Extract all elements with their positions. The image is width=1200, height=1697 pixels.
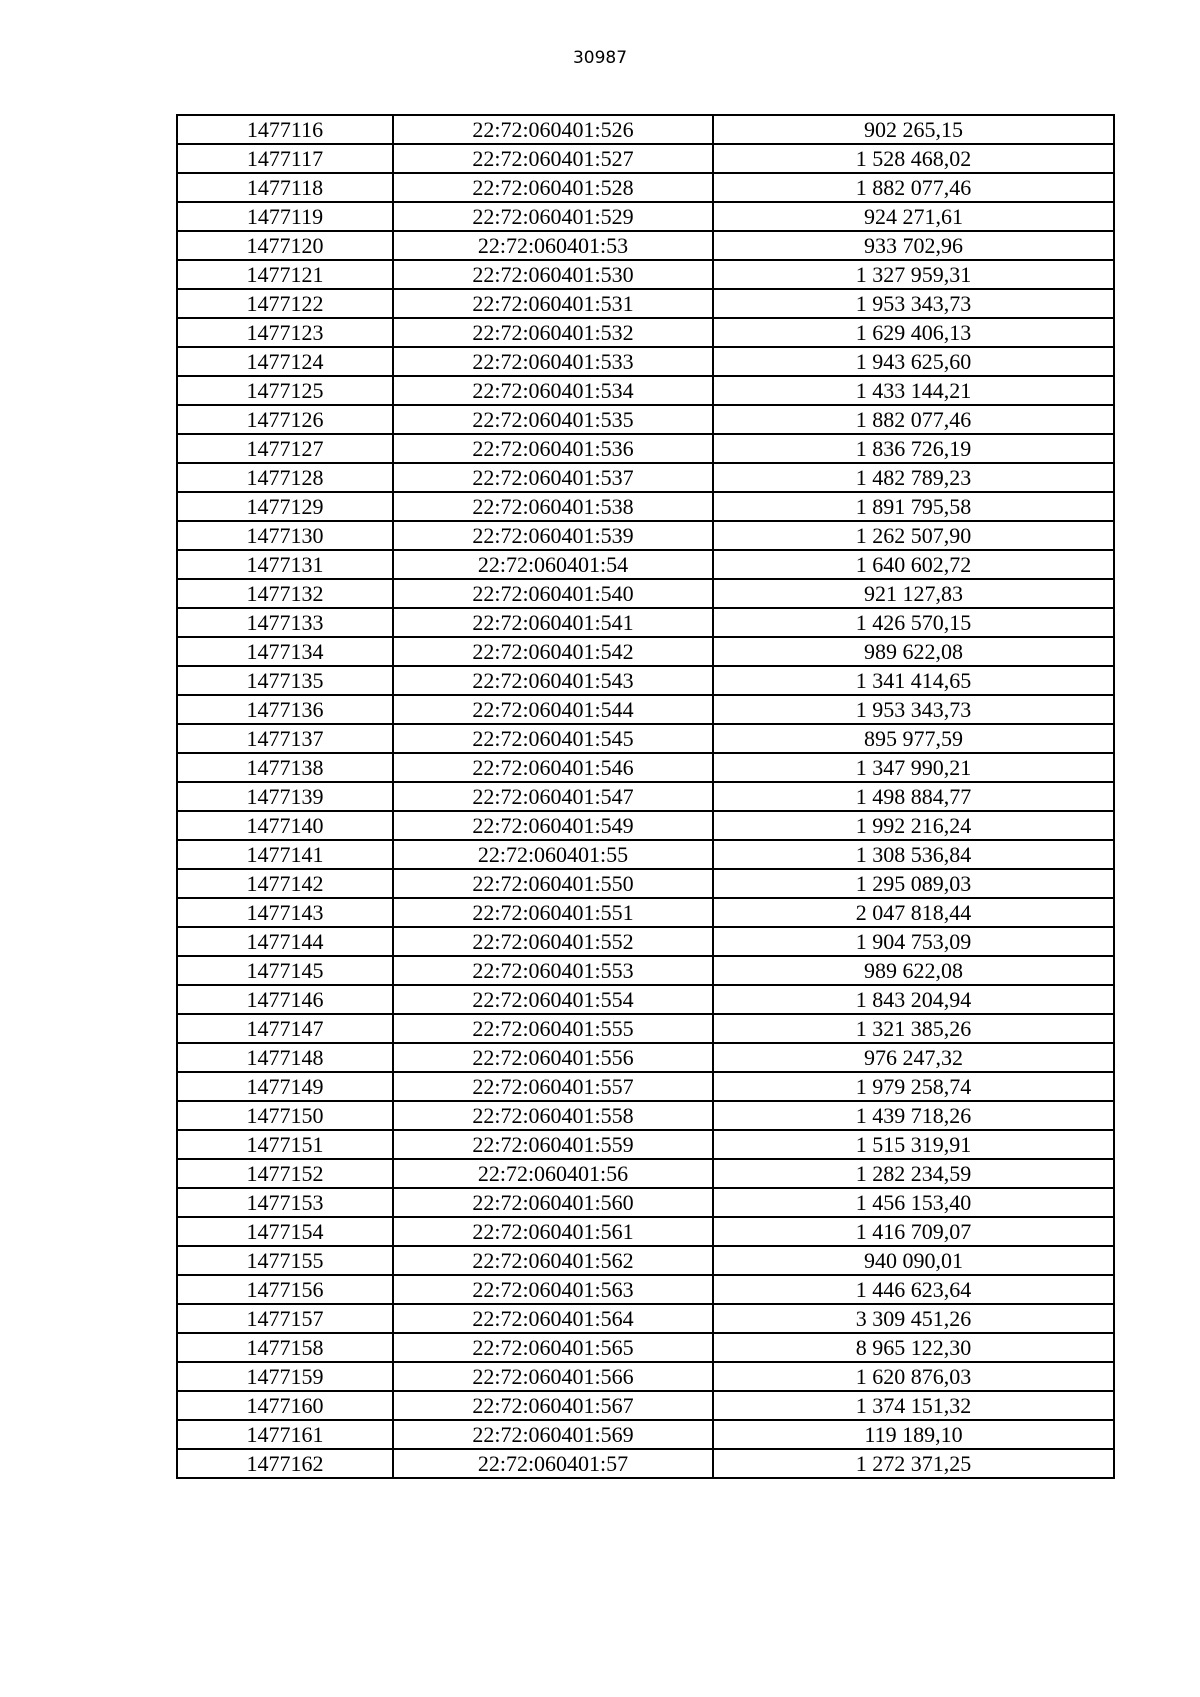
table-row (177, 289, 1114, 318)
row-number-cell: 1477157 (177, 1304, 393, 1333)
value-cell: 1 882 077,46 (713, 405, 1114, 434)
row-number-cell: 1477153 (177, 1188, 393, 1217)
value-cell: 1 640 602,72 (713, 550, 1114, 579)
table-row (177, 1449, 1114, 1478)
table-row (177, 1072, 1114, 1101)
row-number-cell: 1477148 (177, 1043, 393, 1072)
table-row (177, 1101, 1114, 1130)
table-row (177, 521, 1114, 550)
table-row (177, 115, 1114, 144)
cadastral-number-cell: 22:72:060401:540 (393, 579, 713, 608)
value-cell: 1 953 343,73 (713, 289, 1114, 318)
table-row (177, 347, 1114, 376)
table-row (177, 318, 1114, 347)
page-number: 30987 (572, 48, 628, 68)
value-cell: 1 426 570,15 (713, 608, 1114, 637)
cadastral-number-cell: 22:72:060401:553 (393, 956, 713, 985)
row-number-cell: 1477127 (177, 434, 393, 463)
row-number-cell: 1477122 (177, 289, 393, 318)
table-row (177, 202, 1114, 231)
row-number-cell: 1477161 (177, 1420, 393, 1449)
cadastral-number-cell: 22:72:060401:549 (393, 811, 713, 840)
table-row (177, 144, 1114, 173)
value-cell: 976 247,32 (713, 1043, 1114, 1072)
value-cell: 1 843 204,94 (713, 985, 1114, 1014)
value-cell: 1 456 153,40 (713, 1188, 1114, 1217)
table-row (177, 840, 1114, 869)
row-number-cell: 1477139 (177, 782, 393, 811)
cadastral-number-cell: 22:72:060401:544 (393, 695, 713, 724)
value-cell: 921 127,83 (713, 579, 1114, 608)
value-cell: 1 308 536,84 (713, 840, 1114, 869)
table-row (177, 1014, 1114, 1043)
value-cell: 895 977,59 (713, 724, 1114, 753)
table-row (177, 1391, 1114, 1420)
cadastral-number-cell: 22:72:060401:554 (393, 985, 713, 1014)
cadastral-number-cell: 22:72:060401:528 (393, 173, 713, 202)
row-number-cell: 1477119 (177, 202, 393, 231)
row-number-cell: 1477158 (177, 1333, 393, 1362)
value-cell: 933 702,96 (713, 231, 1114, 260)
value-cell: 1 374 151,32 (713, 1391, 1114, 1420)
table-row (177, 1043, 1114, 1072)
table-row (177, 231, 1114, 260)
table-row (177, 1420, 1114, 1449)
row-number-cell: 1477162 (177, 1449, 393, 1478)
cadastral-number-cell: 22:72:060401:541 (393, 608, 713, 637)
table-row (177, 608, 1114, 637)
table-row (177, 579, 1114, 608)
cadastral-number-cell: 22:72:060401:556 (393, 1043, 713, 1072)
cadastral-number-cell: 22:72:060401:551 (393, 898, 713, 927)
cadastral-number-cell: 22:72:060401:54 (393, 550, 713, 579)
value-cell: 940 090,01 (713, 1246, 1114, 1275)
value-cell: 1 341 414,65 (713, 666, 1114, 695)
value-cell: 1 282 234,59 (713, 1159, 1114, 1188)
row-number-cell: 1477137 (177, 724, 393, 753)
row-number-cell: 1477129 (177, 492, 393, 521)
cadastral-number-cell: 22:72:060401:543 (393, 666, 713, 695)
row-number-cell: 1477130 (177, 521, 393, 550)
cadastral-number-cell: 22:72:060401:562 (393, 1246, 713, 1275)
row-number-cell: 1477147 (177, 1014, 393, 1043)
value-cell: 1 439 718,26 (713, 1101, 1114, 1130)
value-cell: 989 622,08 (713, 637, 1114, 666)
table-row (177, 637, 1114, 666)
row-number-cell: 1477142 (177, 869, 393, 898)
table-row (177, 956, 1114, 985)
value-cell: 2 047 818,44 (713, 898, 1114, 927)
row-number-cell: 1477134 (177, 637, 393, 666)
row-number-cell: 1477118 (177, 173, 393, 202)
table-row (177, 173, 1114, 202)
cadastral-number-cell: 22:72:060401:530 (393, 260, 713, 289)
cadastral-number-cell: 22:72:060401:558 (393, 1101, 713, 1130)
cadastral-number-cell: 22:72:060401:564 (393, 1304, 713, 1333)
cadastral-number-cell: 22:72:060401:531 (393, 289, 713, 318)
row-number-cell: 1477132 (177, 579, 393, 608)
row-number-cell: 1477126 (177, 405, 393, 434)
row-number-cell: 1477143 (177, 898, 393, 927)
value-cell: 1 416 709,07 (713, 1217, 1114, 1246)
cadastral-number-cell: 22:72:060401:563 (393, 1275, 713, 1304)
value-cell: 1 272 371,25 (713, 1449, 1114, 1478)
row-number-cell: 1477128 (177, 463, 393, 492)
cadastral-number-cell: 22:72:060401:53 (393, 231, 713, 260)
value-cell: 1 433 144,21 (713, 376, 1114, 405)
value-cell: 1 498 884,77 (713, 782, 1114, 811)
row-number-cell: 1477120 (177, 231, 393, 260)
row-number-cell: 1477152 (177, 1159, 393, 1188)
cadastral-number-cell: 22:72:060401:538 (393, 492, 713, 521)
row-number-cell: 1477117 (177, 144, 393, 173)
cadastral-number-cell: 22:72:060401:542 (393, 637, 713, 666)
row-number-cell: 1477133 (177, 608, 393, 637)
table-row (177, 550, 1114, 579)
cadastral-number-cell: 22:72:060401:546 (393, 753, 713, 782)
value-cell: 1 528 468,02 (713, 144, 1114, 173)
table-row (177, 1362, 1114, 1391)
row-number-cell: 1477146 (177, 985, 393, 1014)
row-number-cell: 1477131 (177, 550, 393, 579)
table-row (177, 260, 1114, 289)
value-cell: 1 347 990,21 (713, 753, 1114, 782)
table-row (177, 1304, 1114, 1333)
row-number-cell: 1477121 (177, 260, 393, 289)
table-row (177, 1159, 1114, 1188)
row-number-cell: 1477125 (177, 376, 393, 405)
table-row (177, 376, 1114, 405)
value-cell: 989 622,08 (713, 956, 1114, 985)
value-cell: 1 620 876,03 (713, 1362, 1114, 1391)
row-number-cell: 1477145 (177, 956, 393, 985)
table-row (177, 869, 1114, 898)
cadastral-number-cell: 22:72:060401:537 (393, 463, 713, 492)
cadastral-number-cell: 22:72:060401:529 (393, 202, 713, 231)
cadastral-number-cell: 22:72:060401:527 (393, 144, 713, 173)
cadastral-number-cell: 22:72:060401:557 (393, 1072, 713, 1101)
table-row (177, 898, 1114, 927)
cadastral-number-cell: 22:72:060401:526 (393, 115, 713, 144)
row-number-cell: 1477160 (177, 1391, 393, 1420)
row-number-cell: 1477135 (177, 666, 393, 695)
cadastral-number-cell: 22:72:060401:565 (393, 1333, 713, 1362)
row-number-cell: 1477141 (177, 840, 393, 869)
row-number-cell: 1477154 (177, 1217, 393, 1246)
row-number-cell: 1477136 (177, 695, 393, 724)
table-row (177, 1188, 1114, 1217)
value-cell: 3 309 451,26 (713, 1304, 1114, 1333)
cadastral-number-cell: 22:72:060401:535 (393, 405, 713, 434)
cadastral-number-cell: 22:72:060401:547 (393, 782, 713, 811)
cadastral-number-cell: 22:72:060401:552 (393, 927, 713, 956)
value-cell: 1 515 319,91 (713, 1130, 1114, 1159)
row-number-cell: 1477124 (177, 347, 393, 376)
table-row (177, 463, 1114, 492)
cadastral-number-cell: 22:72:060401:569 (393, 1420, 713, 1449)
value-cell: 119 189,10 (713, 1420, 1114, 1449)
cadastral-number-cell: 22:72:060401:550 (393, 869, 713, 898)
row-number-cell: 1477144 (177, 927, 393, 956)
row-number-cell: 1477155 (177, 1246, 393, 1275)
row-number-cell: 1477151 (177, 1130, 393, 1159)
value-cell: 1 992 216,24 (713, 811, 1114, 840)
value-cell: 1 482 789,23 (713, 463, 1114, 492)
cadastral-number-cell: 22:72:060401:56 (393, 1159, 713, 1188)
row-number-cell: 1477138 (177, 753, 393, 782)
cadastral-number-cell: 22:72:060401:545 (393, 724, 713, 753)
cadastral-number-cell: 22:72:060401:559 (393, 1130, 713, 1159)
table-row (177, 405, 1114, 434)
value-cell: 1 629 406,13 (713, 318, 1114, 347)
table-row (177, 1217, 1114, 1246)
value-cell: 1 953 343,73 (713, 695, 1114, 724)
cadastral-number-cell: 22:72:060401:539 (393, 521, 713, 550)
value-cell: 1 943 625,60 (713, 347, 1114, 376)
row-number-cell: 1477116 (177, 115, 393, 144)
table-row (177, 1246, 1114, 1275)
table-row (177, 724, 1114, 753)
table-row (177, 985, 1114, 1014)
table-row (177, 434, 1114, 463)
table-row (177, 1275, 1114, 1304)
table-body (177, 115, 1114, 1478)
value-cell: 1 979 258,74 (713, 1072, 1114, 1101)
table-row (177, 753, 1114, 782)
table-row (177, 695, 1114, 724)
table-row (177, 492, 1114, 521)
cadastral-number-cell: 22:72:060401:57 (393, 1449, 713, 1478)
cadastral-number-cell: 22:72:060401:533 (393, 347, 713, 376)
row-number-cell: 1477156 (177, 1275, 393, 1304)
row-number-cell: 1477140 (177, 811, 393, 840)
cadastral-number-cell: 22:72:060401:566 (393, 1362, 713, 1391)
value-cell: 1 327 959,31 (713, 260, 1114, 289)
value-cell: 1 836 726,19 (713, 434, 1114, 463)
table-row (177, 927, 1114, 956)
cadastral-number-cell: 22:72:060401:534 (393, 376, 713, 405)
value-cell: 1 882 077,46 (713, 173, 1114, 202)
table-row (177, 782, 1114, 811)
cadastral-number-cell: 22:72:060401:536 (393, 434, 713, 463)
data-table (176, 114, 1115, 1479)
value-cell: 1 904 753,09 (713, 927, 1114, 956)
value-cell: 1 262 507,90 (713, 521, 1114, 550)
cadastral-number-cell: 22:72:060401:55 (393, 840, 713, 869)
table-row (177, 1333, 1114, 1362)
value-cell: 8 965 122,30 (713, 1333, 1114, 1362)
table-row (177, 1130, 1114, 1159)
cadastral-number-cell: 22:72:060401:555 (393, 1014, 713, 1043)
value-cell: 924 271,61 (713, 202, 1114, 231)
value-cell: 1 295 089,03 (713, 869, 1114, 898)
row-number-cell: 1477150 (177, 1101, 393, 1130)
row-number-cell: 1477123 (177, 318, 393, 347)
table-row (177, 666, 1114, 695)
cadastral-number-cell: 22:72:060401:561 (393, 1217, 713, 1246)
value-cell: 902 265,15 (713, 115, 1114, 144)
row-number-cell: 1477149 (177, 1072, 393, 1101)
value-cell: 1 321 385,26 (713, 1014, 1114, 1043)
value-cell: 1 446 623,64 (713, 1275, 1114, 1304)
table-row (177, 811, 1114, 840)
value-cell: 1 891 795,58 (713, 492, 1114, 521)
cadastral-number-cell: 22:72:060401:567 (393, 1391, 713, 1420)
cadastral-number-cell: 22:72:060401:532 (393, 318, 713, 347)
cadastral-number-cell: 22:72:060401:560 (393, 1188, 713, 1217)
row-number-cell: 1477159 (177, 1362, 393, 1391)
